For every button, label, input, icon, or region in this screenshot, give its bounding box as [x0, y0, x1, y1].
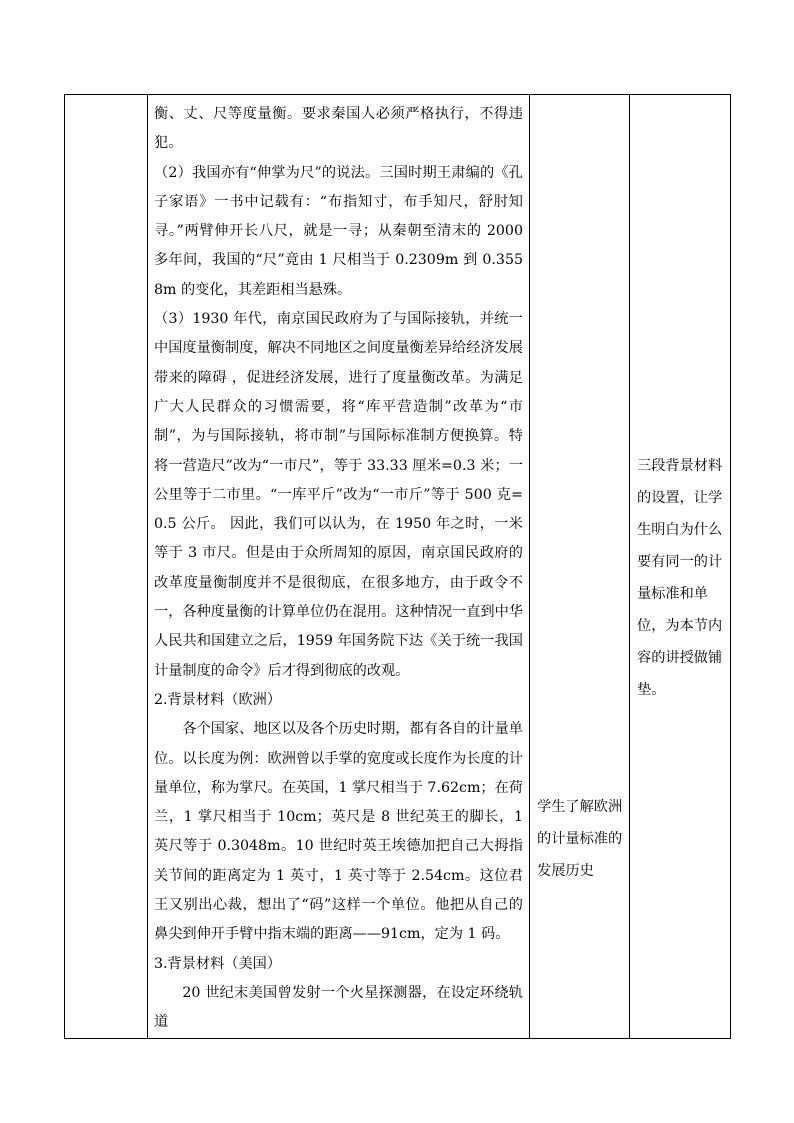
paragraph-1: 衡、丈、尺等度量衡。要求秦国人必须严格执行，不得违犯。 [154, 106, 523, 152]
stage-cell [65, 95, 148, 1039]
paragraph-2: （2）我国亦有“伸掌为尺”的说法。三国时期王肃编的《孔子家语》一书中记载有：“布指知寸，布手知尺，舒肘知寻。”两臂伸开长八尺，就是一寻；从秦朝至清末的 2000 多年间，我国的“尺”竟由 1 尺相当于 0.2309m 到 0.3558m 的变化，其差距相当悬殊。 [154, 164, 523, 298]
lesson-plan-table [64, 94, 731, 1039]
heading-usa: 3.背景材料（美国） [154, 955, 282, 972]
table-row [65, 95, 731, 1039]
content-cell [148, 95, 530, 1039]
student-activity-cell [530, 95, 630, 1039]
paragraph-usa: 20 世纪末美国曾发射一个火星探测器，在设定环绕轨道 [154, 984, 523, 1031]
paragraph-europe: 各个国家、地区以及各个历史时期，都有各自的计量单位。以长度为例：欧洲曾以手掌的宽度或长度作为长度的计量单位，称为掌尺。在英国，1 掌尺相当于 7.62cm；在荷兰，1 掌尺相当于 10cm；英尺是 8 世纪英王的脚长，1 英尺等于 0.3048m。10 世纪时英王埃德加把自己大拇指关节间的距离定为 1 英寸，1 英寸等于 2.54cm。这位君王又别出心裁，想出了“码”这样一个单位。他把从自己的鼻尖到伸开手臂中指末端的距离——91cm，定为 1 码。 [154, 721, 523, 943]
heading-europe: 2.背景材料（欧洲） [154, 691, 282, 708]
paragraph-3: （3）1930 年代，南京国民政府为了与国际接轨，并统一中国度量衡制度，解决不同地区之间度量衡差异给经济发展带来的障碍 ，促进经济发展，进行了度量衡改革。为满足广大人民群众的习惯需要，将“库平营造制”改革为“市制”，为与国际接轨，将市制”与国际标准制方便换算。特将一营造尺”改为“一市尺”，等于 33.33 厘米=0.3 米；一公里等于二市里。“一库平斤”改为“一市斤”等于 500 克=0.5 公斤。 因此，我们可以认为，在 1950 年之时，一米等于 3 市尺。但是由于众所周知的原因，南京国民政府的改革度量衡制度并不是很彻底，在很多地方，由于政令不一，各种度量衡的计算单位仍在混用。这种情况一直到中华人民共和国建立之后，1959 年国务院下达《关于统一我国计量制度的命令》后才得到彻底的改观。 [154, 311, 523, 679]
design-intent-cell [630, 95, 731, 1039]
student-activity-text: 学生了解欧洲的计量标准的发展历史 [537, 799, 623, 879]
design-intent-text: 三段背景材料的设置，让学生明白为什么要有同一的计量标准和单位，为本节内容的讲授做铺垫。 [637, 458, 723, 698]
